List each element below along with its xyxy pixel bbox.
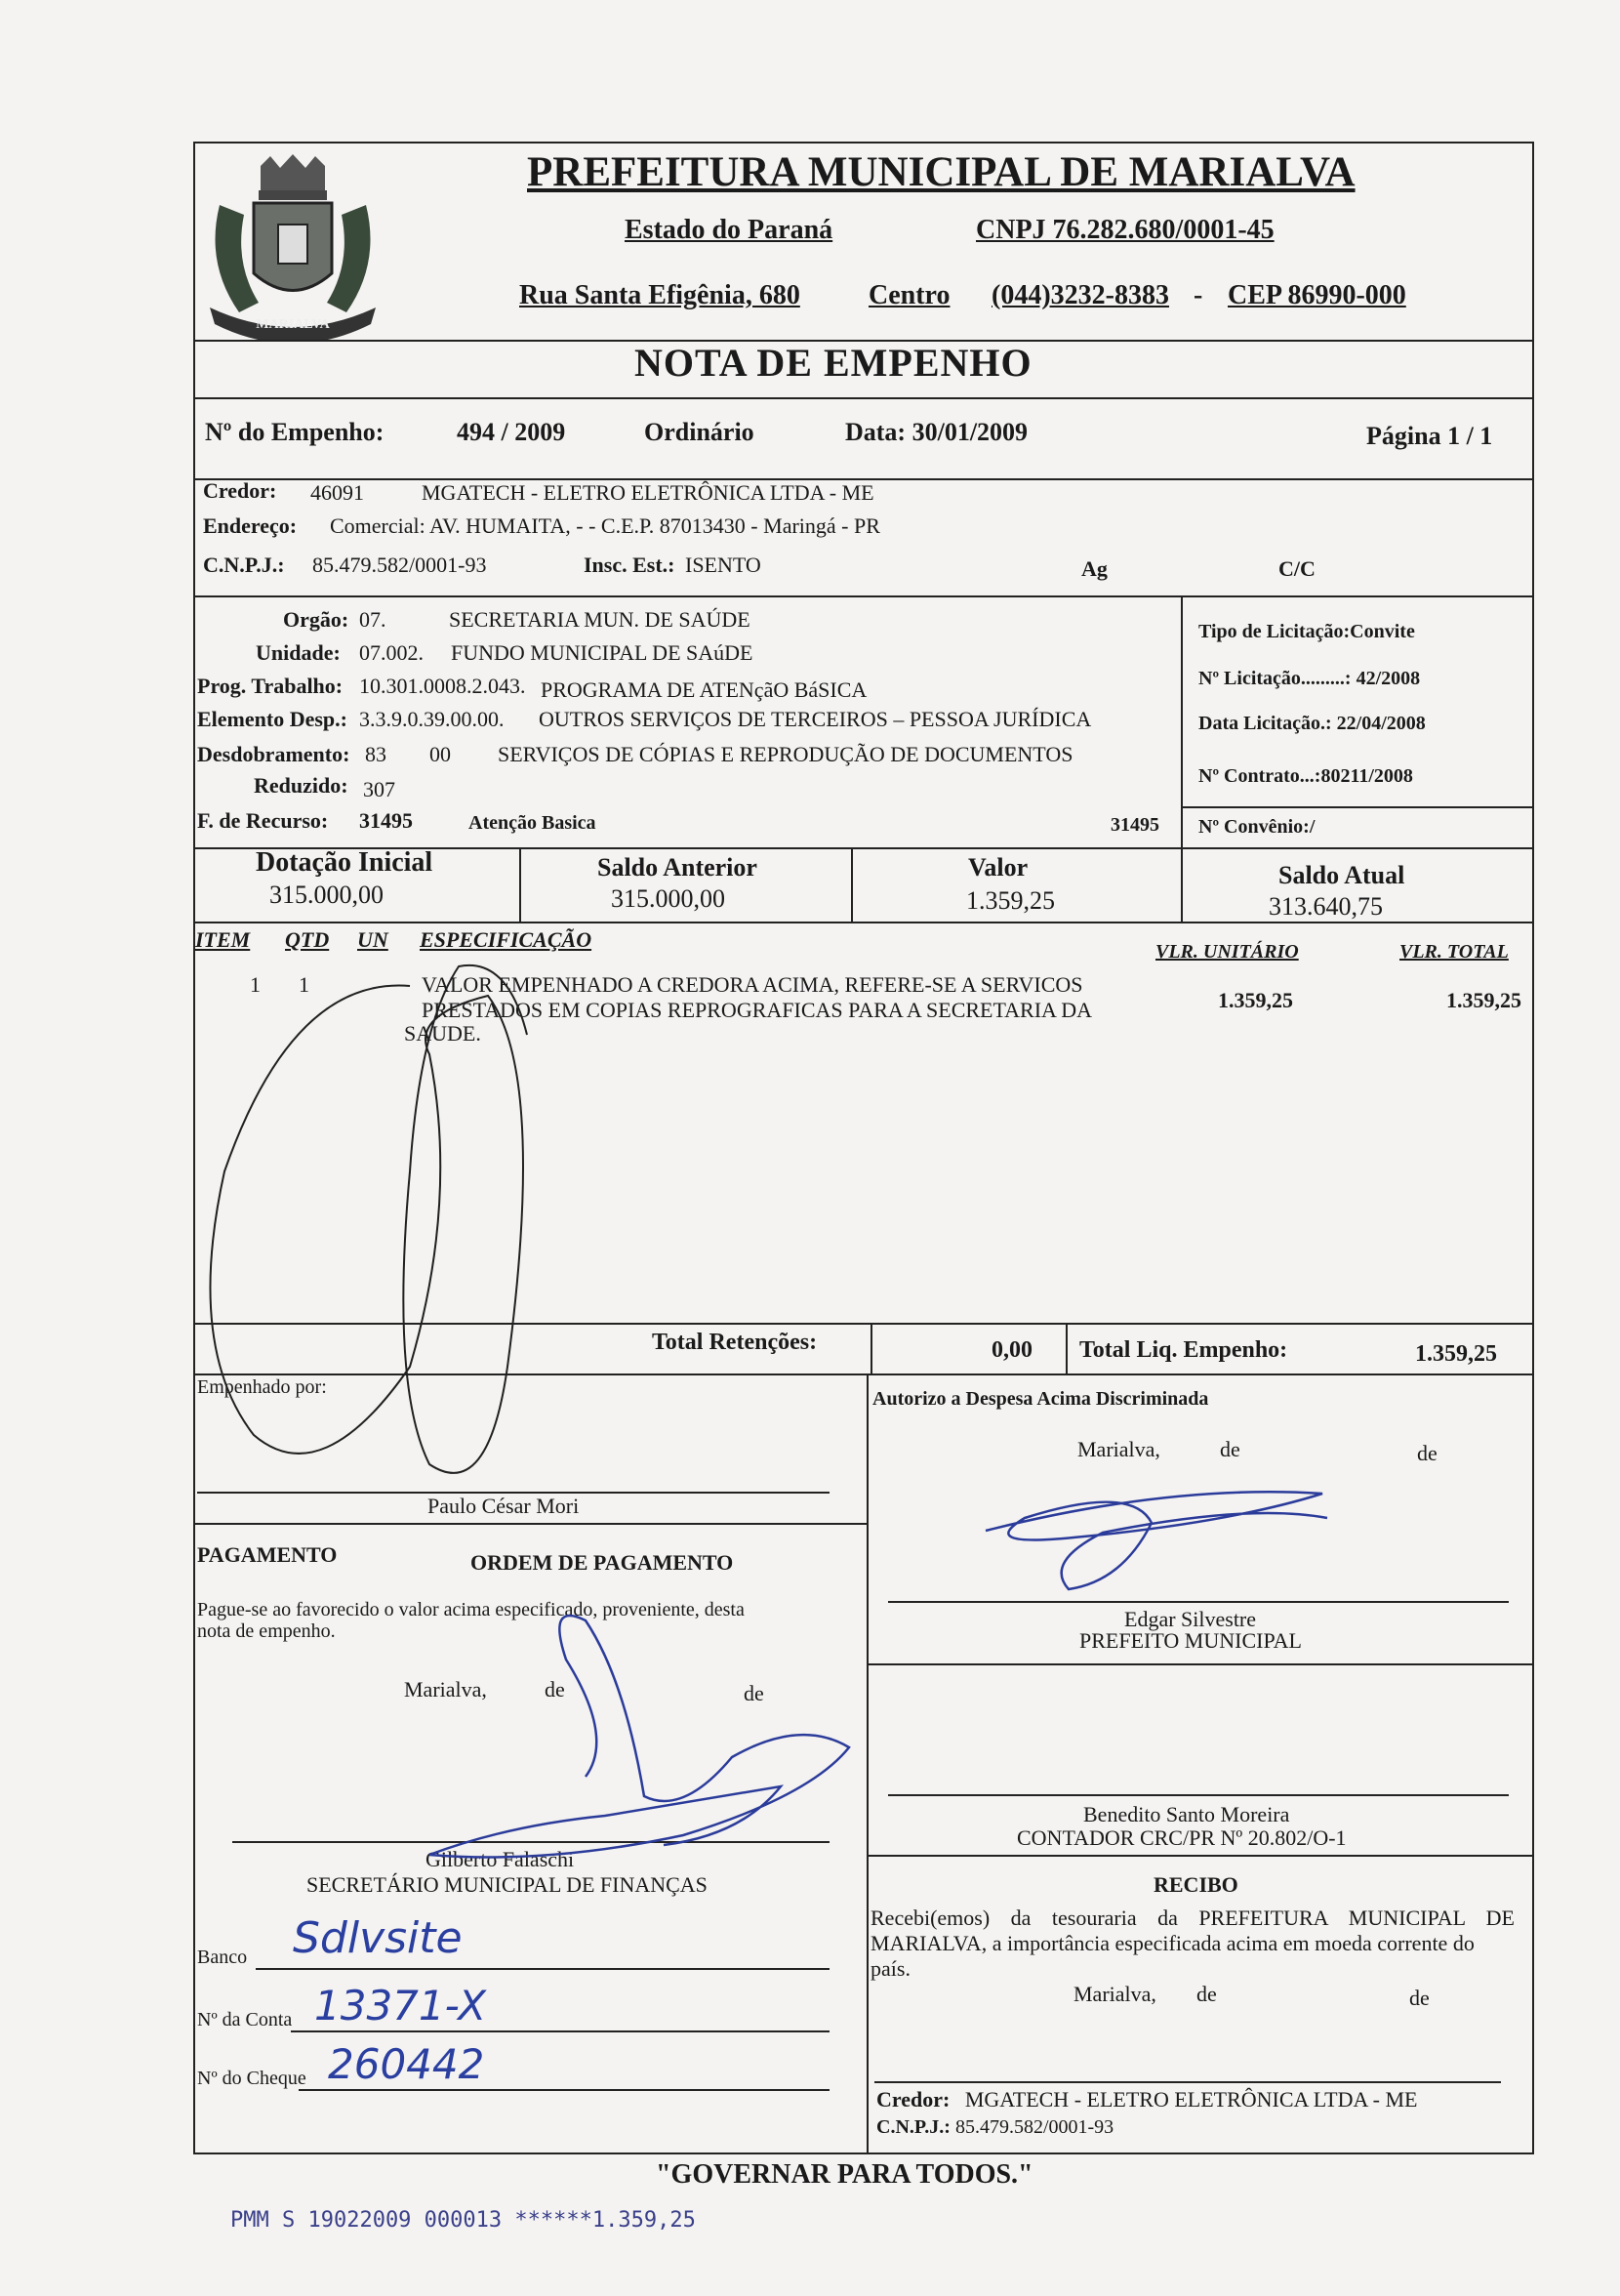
divider xyxy=(1066,1323,1068,1374)
endereco: Comercial: AV. HUMAITA, - - C.E.P. 87013430 - Maringá - PR xyxy=(330,513,880,538)
empenhado-name: Paulo César Mori xyxy=(427,1494,580,1518)
page-title: PREFEITURA MUNICIPAL DE MARIALVA xyxy=(527,149,1356,195)
signature-line xyxy=(888,1601,1509,1603)
recurso-name: Atenção Basica xyxy=(468,812,596,834)
prog-name: PROGRAMA DE ATENçãO BáSICA xyxy=(541,677,868,702)
liquido-value: 1.359,25 xyxy=(1415,1341,1497,1367)
credor-code: 46091 xyxy=(310,480,364,505)
divider xyxy=(851,847,853,922)
autorizo-city: Marialva, xyxy=(1077,1437,1160,1461)
divider xyxy=(193,1523,867,1525)
elemento-code: 3.3.9.0.39.00.00. xyxy=(359,707,505,731)
retencoes-value: 0,00 xyxy=(992,1337,1033,1363)
credor-cnpj: 85.479.582/0001-93 xyxy=(312,553,487,577)
liquido-label: Total Liq. Empenho: xyxy=(1079,1337,1288,1363)
cnpj-header: CNPJ 76.282.680/0001-45 xyxy=(976,215,1275,245)
cnpj-label: C.N.P.J.: xyxy=(203,553,285,577)
address-street: Rua Santa Efigênia, 680 xyxy=(519,280,800,310)
empenhado-label: Empenhado por: xyxy=(197,1376,327,1398)
row-description-line1: VALOR EMPENHADO A CREDORA ACIMA, REFERE-SE A SERVICOS xyxy=(422,972,1083,997)
col-un: UN xyxy=(357,927,388,952)
divider xyxy=(193,922,1534,923)
desdobramento-name: SERVIÇOS DE CÓPIAS E REPRODUÇÃO DE DOCUMENTOS xyxy=(498,742,1073,766)
col-qtd: QTD xyxy=(285,927,330,952)
divider xyxy=(867,1855,1534,1857)
mechanical-stamp: PMM S 19022009 000013 ******1.359,25 xyxy=(230,2208,696,2233)
elemento-label: Elemento Desp.: xyxy=(197,707,347,731)
row-item: 1 xyxy=(250,972,261,997)
prefeito-name: Edgar Silvestre xyxy=(1124,1607,1257,1631)
licitacao-tipo xyxy=(1198,621,1415,643)
address-district: Centro xyxy=(869,280,951,310)
conta-handwritten: 13371-X xyxy=(314,1982,487,2030)
empenho-date: Data: 30/01/2009 xyxy=(845,418,1029,446)
col-especificacao: ESPECIFICAÇÃO xyxy=(420,927,592,952)
divider xyxy=(193,1374,1534,1375)
page-number: Página 1 / 1 xyxy=(1366,422,1493,450)
address-separator: - xyxy=(1194,280,1203,310)
dotacao-inicial-label: Dotação Inicial xyxy=(256,847,433,878)
recibo-text-2: MARIALVA, a importância especificada acima em moeda corrente do xyxy=(871,1931,1475,1955)
endereco-label: Endereço: xyxy=(203,513,298,538)
row-qtd: 1 xyxy=(299,972,309,997)
credor-name: MGATECH - ELETRO ELETRÔNICA LTDA - ME xyxy=(422,480,874,505)
divider xyxy=(1181,847,1183,922)
signature-line xyxy=(232,1841,830,1843)
col-total-value: VLR. TOTAL xyxy=(1399,941,1509,963)
recibo-credor-name: MGATECH - ELETRO ELETRÔNICA LTDA - ME xyxy=(964,2087,1418,2112)
divider xyxy=(193,1323,1534,1325)
divider xyxy=(1181,806,1534,808)
retencoes-label: Total Retenções: xyxy=(652,1330,818,1355)
pagamento-text-2: nota de empenho. xyxy=(197,1620,336,1642)
orgao-label: Orgão: xyxy=(283,607,349,632)
licitacao-data: Data Licitação.: 22/04/2008 xyxy=(1198,713,1426,734)
slogan: "GOVERNAR PARA TODOS." xyxy=(656,2159,1033,2190)
empenho-type: Ordinário xyxy=(644,418,754,446)
recibo-credor-label: Credor: xyxy=(876,2087,951,2112)
autorizo-de-1: de xyxy=(1220,1437,1240,1461)
municipal-seal xyxy=(200,146,385,342)
prog-code: 10.301.0008.2.043. xyxy=(359,674,526,698)
contador-name: Benedito Santo Moreira xyxy=(1083,1802,1290,1826)
credor-label: Credor: xyxy=(203,478,277,503)
pagamento-city: Marialva, xyxy=(404,1677,487,1702)
valor-value: 1.359,25 xyxy=(966,886,1055,915)
recibo-credor xyxy=(876,2087,1417,2112)
recibo-cnpj xyxy=(876,2116,1114,2139)
orgao-code: 07. xyxy=(359,607,386,632)
autorizo-text: Autorizo a Despesa Acima Discriminada xyxy=(872,1388,1209,1410)
unidade-name: FUNDO MUNICIPAL DE SAúDE xyxy=(451,640,753,665)
desdobramento-b: 00 xyxy=(429,742,451,766)
dotacao-inicial-value: 315.000,00 xyxy=(269,881,384,909)
coat-of-arms-icon xyxy=(200,146,385,342)
divider xyxy=(867,1663,1534,1665)
cheque-line xyxy=(299,2089,830,2091)
orgao-name: SECRETARIA MUN. DE SAÚDE xyxy=(449,607,750,632)
state-label: Estado do Paraná xyxy=(625,215,833,245)
document-title: NOTA DE EMPENHO xyxy=(634,341,1033,385)
prefeito-title: PREFEITO MUNICIPAL xyxy=(1079,1628,1302,1653)
empenho-number-label: Nº do Empenho: xyxy=(205,418,385,446)
signature-line xyxy=(888,1794,1509,1796)
row-total-value: 1.359,25 xyxy=(1446,988,1521,1012)
divider xyxy=(871,1323,872,1374)
conta-label: Nº da Conta xyxy=(197,2009,293,2030)
cheque-handwritten: 260442 xyxy=(328,2040,485,2088)
recibo-title: RECIBO xyxy=(1154,1872,1238,1897)
insc-value: ISENTO xyxy=(685,553,761,577)
recibo-cnpj-label: C.N.P.J.: xyxy=(876,2116,951,2138)
conta-line xyxy=(291,2030,830,2032)
reduzido-value: 307 xyxy=(363,777,395,801)
recibo-cnpj-value: 85.479.582/0001-93 xyxy=(954,2116,1114,2138)
divider xyxy=(193,595,1534,597)
account-label: C/C xyxy=(1278,556,1316,581)
recurso-label: F. de Recurso: xyxy=(197,808,329,833)
recibo-text-3: país. xyxy=(871,1956,911,1981)
recurso-code-right: 31495 xyxy=(1111,814,1159,836)
divider xyxy=(519,847,521,922)
recibo-city: Marialva, xyxy=(1073,1982,1156,2006)
saldo-atual-label: Saldo Atual xyxy=(1278,861,1405,889)
unidade-code: 07.002. xyxy=(359,640,424,665)
pagamento-de-2: de xyxy=(744,1681,764,1705)
row-description-line3: SAUDE. xyxy=(404,1021,481,1046)
unidade-label: Unidade: xyxy=(256,640,341,665)
phone: (044)3232-8383 xyxy=(992,280,1169,310)
insc-label: Insc. Est.: xyxy=(584,553,675,577)
banco-handwritten: Sdlvsite xyxy=(293,1913,463,1963)
ordem-pagamento: ORDEM DE PAGAMENTO xyxy=(470,1550,734,1575)
autorizo-de-2: de xyxy=(1417,1441,1438,1465)
recurso-code: 31495 xyxy=(359,808,413,833)
reduzido-label: Reduzido: xyxy=(254,773,348,798)
divider xyxy=(867,1374,869,2154)
recibo-de-1: de xyxy=(1196,1982,1217,2006)
cep: CEP 86990-000 xyxy=(1228,280,1406,310)
seal-ribbon-text: MARIALVA xyxy=(256,317,330,332)
recibo-de-2: de xyxy=(1409,1986,1430,2010)
saldo-anterior-value: 315.000,00 xyxy=(611,884,725,913)
row-description-line2: PRESTADOS EM COPIAS REPROGRAFICAS PARA A SECRETARIA DA xyxy=(422,998,1093,1022)
recibo-text-1: Recebi(emos) da tesouraria da PREFEITURA MUNICIPAL DE xyxy=(871,1906,1515,1930)
signature-line xyxy=(874,2081,1501,2083)
cheque-label: Nº do Cheque xyxy=(197,2068,306,2089)
prog-label: Prog. Trabalho: xyxy=(197,674,344,698)
banco-label: Banco xyxy=(197,1947,248,1968)
pagamento-label: PAGAMENTO xyxy=(197,1542,338,1567)
desdobramento-label: Desdobramento: xyxy=(197,742,350,766)
col-unit-value: VLR. UNITÁRIO xyxy=(1155,941,1299,963)
pagamento-text-1: Pague-se ao favorecido o valor acima especificado, proveniente, desta xyxy=(197,1599,745,1620)
contador-title: CONTADOR CRC/PR Nº 20.802/O-1 xyxy=(1017,1825,1347,1850)
saldo-anterior-label: Saldo Anterior xyxy=(597,853,757,882)
secretario-title: SECRETÁRIO MUNICIPAL DE FINANÇAS xyxy=(306,1872,708,1897)
agency-label: Ag xyxy=(1081,556,1108,581)
banco-line xyxy=(256,1968,830,1970)
contrato: Nº Contrato...:80211/2008 xyxy=(1198,765,1413,787)
col-item: ITEM xyxy=(195,927,251,952)
desdobramento-a: 83 xyxy=(365,742,386,766)
secretario-name: Gilberto Falaschi xyxy=(425,1847,575,1871)
convenio: Nº Convênio:/ xyxy=(1198,816,1316,838)
licitacao-tipo-text: Tipo de Licitação:Convite xyxy=(1198,621,1415,642)
valor-label: Valor xyxy=(968,853,1029,882)
empenho-number: 494 / 2009 xyxy=(457,418,566,446)
licitacao-numero: Nº Licitação.........: 42/2008 xyxy=(1198,668,1421,689)
saldo-atual-value: 313.640,75 xyxy=(1269,892,1383,921)
row-unit-value: 1.359,25 xyxy=(1218,988,1293,1012)
elemento-name: OUTROS SERVIÇOS DE TERCEIROS – PESSOA JURÍDICA xyxy=(539,707,1092,731)
divider xyxy=(193,397,1534,399)
divider xyxy=(1181,595,1183,849)
pagamento-de-1: de xyxy=(545,1677,565,1702)
